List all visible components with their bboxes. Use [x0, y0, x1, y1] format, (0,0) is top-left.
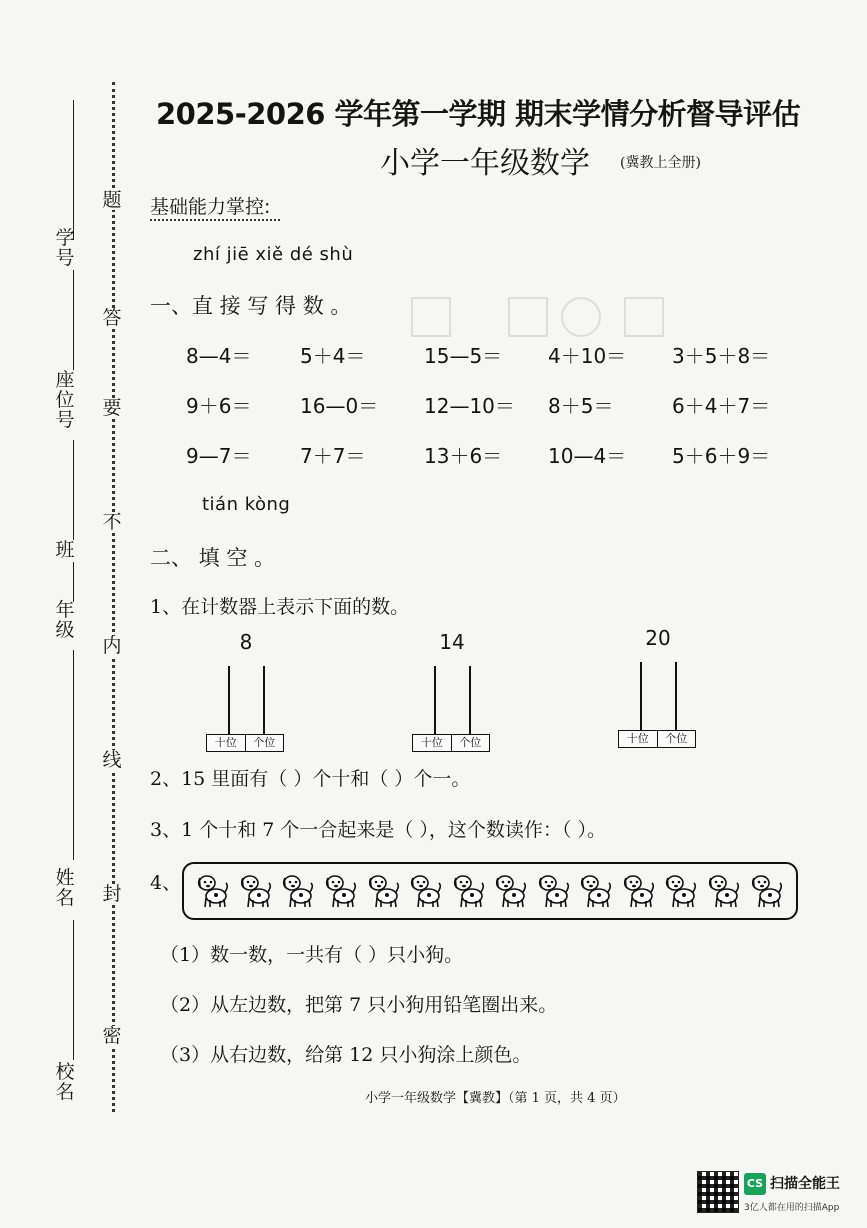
puppy-icon: [367, 872, 401, 910]
puppy-icon: [494, 872, 528, 910]
grade-underline: [73, 562, 74, 602]
abacus-number: 20: [645, 626, 671, 650]
school-label: 校名: [55, 1061, 75, 1103]
problem: 4＋10＝: [548, 344, 627, 368]
problem: 8＋5＝: [548, 394, 614, 418]
section1-heading: 一、直 接 写 得 数 。: [150, 294, 352, 318]
seal-dotted-line: [112, 82, 115, 1112]
problem: 9—7＝: [186, 444, 252, 468]
scanner-slogan: 3亿人都在用的扫描App: [744, 1203, 840, 1213]
tens-label: 十位: [619, 731, 658, 747]
puppy-icon: [239, 872, 273, 910]
abacus-base: [412, 734, 490, 752]
problem: 9＋6＝: [186, 394, 252, 418]
scanner-app-name: 扫描全能王: [770, 1176, 840, 1192]
problem: 8—4＝: [186, 344, 252, 368]
show-through-box: [624, 297, 664, 337]
grade-label: 年级: [55, 599, 75, 641]
abacus-number: 8: [239, 630, 253, 654]
problem: 10—4＝: [548, 444, 627, 468]
exam-title: 2025-2026 学年第一学期 期末学情分析督导评估: [156, 97, 801, 131]
abacus-counter: [206, 630, 286, 750]
abacus-counter: [412, 630, 492, 750]
edition-label: (冀教上全册): [620, 155, 701, 171]
problem: 13＋6＝: [424, 444, 503, 468]
question-2: 2、15 里面有（ ）个十和（ ）个一。: [150, 768, 471, 790]
name-label: 姓名: [55, 867, 75, 909]
problem-row: [0, 390, 867, 420]
ones-label: 个位: [665, 732, 688, 745]
show-through-box: [508, 297, 548, 337]
problem-row: [0, 340, 867, 370]
tens-rod: [228, 666, 230, 736]
ones-rod: [675, 662, 677, 732]
seal-char: 答: [102, 307, 122, 329]
puppy-icon: [622, 872, 656, 910]
id-underline: [73, 100, 74, 240]
puppy-icon: [324, 872, 358, 910]
question-4-2: （2）从左边数，把第 7 只小狗用铅笔圈出来。: [160, 994, 558, 1016]
name-underline: [73, 650, 74, 860]
tens-rod: [434, 666, 436, 736]
school-underline: [73, 920, 74, 1060]
ones-rod: [469, 666, 471, 736]
abacus-base: [618, 730, 696, 748]
puppy-icon: [664, 872, 698, 910]
tens-label: 十位: [413, 735, 452, 751]
problem: 5＋4＝: [300, 344, 366, 368]
seal-char: 要: [102, 397, 122, 419]
problem: 7＋7＝: [300, 444, 366, 468]
problem: 12—10＝: [424, 394, 515, 418]
dog-row-box: [182, 862, 798, 920]
question-4-label: 4、: [150, 872, 182, 894]
problem: 3＋5＋8＝: [672, 344, 771, 368]
problem: 16—0＝: [300, 394, 379, 418]
abacus-counter: [618, 626, 698, 746]
problem: 5＋6＋9＝: [672, 444, 771, 468]
puppy-icon: [750, 872, 784, 910]
puppy-icon: [707, 872, 741, 910]
question-4-1: （1）数一数，一共有（ ）只小狗。: [160, 944, 464, 966]
seal-char: 内: [102, 635, 122, 657]
id-label: 学号: [55, 227, 75, 269]
page-footer: 小学一年级数学【冀教】（第 1 页，共 4 页）: [365, 1091, 626, 1106]
puppy-icon: [579, 872, 613, 910]
abacus-base: [206, 734, 284, 752]
show-through-box: [411, 297, 451, 337]
seat-label: 座位号: [55, 369, 75, 431]
question-3: 3、1 个十和 7 个一合起来是（ ），这个数读作：（ ）。: [150, 819, 606, 841]
problem: 6＋4＋7＝: [672, 394, 771, 418]
abacus-number: 14: [439, 630, 465, 654]
basic-ability-heading: 基础能力掌控:: [150, 192, 280, 221]
seal-char: 密: [102, 1025, 122, 1047]
section1-pinyin: zhí jiē xiě dé shù: [193, 244, 354, 265]
ones-label: 个位: [253, 736, 276, 749]
puppy-icon: [452, 872, 486, 910]
seal-char: 线: [102, 749, 122, 771]
camscanner-logo: CS: [744, 1173, 766, 1195]
question-1: 1、在计数器上表示下面的数。: [150, 596, 410, 618]
section2-heading: 二、 填 空 。: [150, 546, 276, 570]
puppy-icon: [196, 872, 230, 910]
question-4-3: （3）从右边数，给第 12 只小狗涂上颜色。: [160, 1044, 532, 1066]
class-label: 班: [55, 539, 75, 561]
ones-label: 个位: [459, 736, 482, 749]
ones-rod: [263, 666, 265, 736]
problem-row: [0, 440, 867, 470]
problem: 15—5＝: [424, 344, 503, 368]
tens-rod: [640, 662, 642, 732]
puppy-icon: [409, 872, 443, 910]
section2-pinyin: tián kòng: [202, 494, 291, 515]
puppy-icon: [281, 872, 315, 910]
qr-code-icon: [697, 1171, 739, 1213]
seal-char: 不: [102, 511, 122, 533]
tens-label: 十位: [207, 735, 246, 751]
seal-char: 题: [102, 189, 122, 211]
exam-subtitle: 小学一年级数学: [380, 146, 590, 181]
show-through-circle: [561, 297, 601, 337]
puppy-icon: [537, 872, 571, 910]
seal-char: 封: [102, 883, 122, 905]
